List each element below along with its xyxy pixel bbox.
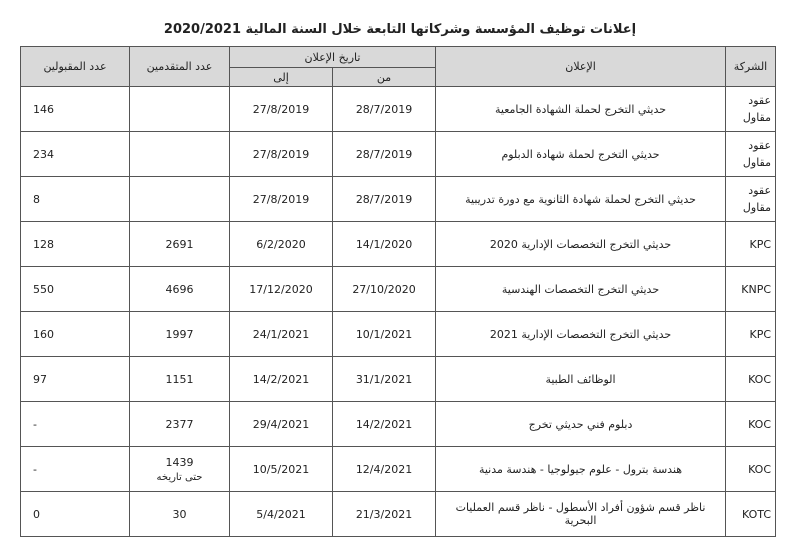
accepted-cell-value: 146 [33, 102, 54, 116]
accepted-cell-value: - [33, 417, 37, 431]
applicants-cell-value: 2377 [165, 417, 194, 431]
ad-cell-value: حديثي التخرج التخصصات الهندسية [501, 282, 660, 296]
to-date-cell [230, 267, 333, 312]
to-date-cell-value: 29/4/2021 [252, 417, 310, 431]
recruitment-table [20, 46, 776, 537]
header-ad: الإعلان [436, 47, 726, 87]
table-row [21, 492, 776, 537]
applicants-cell-value: 1439 [165, 455, 194, 469]
table-row [21, 132, 776, 177]
company-cell-value: KNPC [741, 282, 772, 296]
table-row [21, 222, 776, 267]
applicants-cell-value: 4696 [165, 282, 194, 296]
ad-cell-value: دبلوم فني حديثي تخرج [528, 417, 633, 431]
applicants-cell [130, 87, 230, 132]
company-cell-value: KOC [748, 462, 772, 476]
ad-cell [436, 267, 726, 312]
company-cell-value: KOC [748, 372, 772, 386]
company-cell-value: عقود مقاول [742, 184, 772, 214]
from-date-cell [333, 267, 436, 312]
company-cell-value: KOC [748, 417, 772, 431]
to-date-cell-value: 27/8/2019 [252, 192, 310, 206]
to-date-cell [230, 222, 333, 267]
applicants-cell [130, 447, 230, 492]
to-date-cell [230, 132, 333, 177]
to-date-cell-value: 10/5/2021 [252, 462, 310, 476]
to-date-cell [230, 87, 333, 132]
applicants-cell [130, 222, 230, 267]
table-body [21, 87, 776, 537]
table-row [21, 87, 776, 132]
company-cell-value: عقود مقاول [742, 139, 772, 169]
table-row [21, 312, 776, 357]
ad-cell-value: حديثي التخرج التخصصات الإدارية 2021 [489, 327, 672, 341]
table-row [21, 402, 776, 447]
to-date-cell [230, 492, 333, 537]
from-date-cell [333, 177, 436, 222]
company-cell-value: عقود مقاول [742, 94, 772, 124]
applicants-cell-value: 30 [172, 507, 187, 521]
header-accepted: عدد المقبولين [21, 47, 130, 87]
to-date-cell-value: 24/1/2021 [252, 327, 310, 341]
applicants-cell [130, 132, 230, 177]
accepted-cell-value: 97 [33, 372, 47, 386]
company-cell [726, 447, 776, 492]
from-date-cell [333, 357, 436, 402]
header-date: تاريخ الإعلان [230, 47, 436, 68]
accepted-cell-value: 234 [33, 147, 54, 161]
table-row [21, 357, 776, 402]
table-row [21, 447, 776, 492]
ad-cell [436, 222, 726, 267]
accepted-cell-value: 8 [33, 192, 40, 206]
from-date-cell-value: 28/7/2019 [355, 102, 413, 116]
from-date-cell-value: 14/2/2021 [355, 417, 413, 431]
applicants-cell-value: 2691 [165, 237, 194, 251]
from-date-cell [333, 402, 436, 447]
company-cell [726, 402, 776, 447]
applicants-cell [130, 177, 230, 222]
applicants-cell [130, 357, 230, 402]
ad-cell-value: هندسة بترول - علوم جيولوجيا - هندسة مدنية [478, 462, 683, 476]
from-date-cell-value: 14/1/2020 [355, 237, 413, 251]
accepted-cell [21, 87, 130, 132]
from-date-cell [333, 222, 436, 267]
accepted-cell-value: 160 [33, 327, 54, 341]
from-date-cell-value: 27/10/2020 [352, 282, 416, 296]
company-cell [726, 357, 776, 402]
from-date-cell-value: 28/7/2019 [355, 147, 413, 161]
ad-cell-value: ناظر قسم شؤون أفراد الأسطول - ناظر قسم العمليات البحرية [455, 501, 706, 527]
accepted-cell [21, 402, 130, 447]
accepted-cell [21, 222, 130, 267]
accepted-cell [21, 132, 130, 177]
table-row [21, 267, 776, 312]
header-from: من [333, 68, 436, 87]
company-cell-value: KPC [749, 237, 772, 251]
to-date-cell [230, 357, 333, 402]
accepted-cell [21, 177, 130, 222]
to-date-cell [230, 312, 333, 357]
header-applicants: عدد المتقدمين [130, 47, 230, 87]
to-date-cell [230, 447, 333, 492]
from-date-cell [333, 492, 436, 537]
to-date-cell-value: 14/2/2021 [252, 372, 310, 386]
company-cell-value: KOTC [741, 507, 772, 521]
applicants-note: حتى تاريخه [156, 471, 203, 483]
accepted-cell-value: 550 [33, 282, 54, 296]
table-row [21, 177, 776, 222]
ad-cell-value: حديثي التخرج لحملة شهادة الدبلوم [501, 147, 660, 161]
to-date-cell [230, 402, 333, 447]
header-company: الشركة [726, 47, 776, 87]
from-date-cell-value: 10/1/2021 [355, 327, 413, 341]
ad-cell [436, 492, 726, 537]
ad-cell [436, 402, 726, 447]
from-date-cell [333, 312, 436, 357]
ad-cell-value: حديثي التخرج لحملة الشهادة الجامعية [494, 102, 667, 116]
ad-cell-value: حديثي التخرج لحملة شهادة الثانوية مع دورة تدريبية [465, 192, 696, 206]
to-date-cell-value: 6/2/2020 [256, 237, 306, 251]
ad-cell [436, 132, 726, 177]
accepted-cell [21, 492, 130, 537]
accepted-cell-value: - [33, 462, 37, 476]
accepted-cell [21, 267, 130, 312]
ad-cell [436, 177, 726, 222]
applicants-cell-value: 1997 [165, 327, 194, 341]
accepted-cell-value: 0 [33, 507, 40, 521]
from-date-cell-value: 28/7/2019 [355, 192, 413, 206]
accepted-cell [21, 357, 130, 402]
ad-cell [436, 447, 726, 492]
company-cell [726, 177, 776, 222]
to-date-cell-value: 17/12/2020 [249, 282, 313, 296]
from-date-cell [333, 132, 436, 177]
company-cell-value: KPC [749, 327, 772, 341]
accepted-cell [21, 312, 130, 357]
applicants-cell [130, 267, 230, 312]
from-date-cell-value: 21/3/2021 [355, 507, 413, 521]
company-cell [726, 132, 776, 177]
from-date-cell-value: 31/1/2021 [355, 372, 413, 386]
page-title: إعلانات توظيف المؤسسة وشركاتها التابعة خلال السنة المالية 2020/2021 [163, 22, 637, 37]
company-cell [726, 312, 776, 357]
applicants-cell [130, 312, 230, 357]
ad-cell [436, 357, 726, 402]
applicants-cell [130, 402, 230, 447]
ad-cell [436, 87, 726, 132]
from-date-cell-value: 12/4/2021 [355, 462, 413, 476]
from-date-cell [333, 87, 436, 132]
from-date-cell [333, 447, 436, 492]
ad-cell-value: حديثي التخرج التخصصات الإدارية 2020 [489, 237, 672, 251]
ad-cell-value: الوظائف الطبية [545, 372, 616, 386]
applicants-cell [130, 492, 230, 537]
to-date-cell [230, 177, 333, 222]
accepted-cell [21, 447, 130, 492]
company-cell [726, 222, 776, 267]
to-date-cell-value: 5/4/2021 [256, 507, 306, 521]
company-cell [726, 492, 776, 537]
to-date-cell-value: 27/8/2019 [252, 102, 310, 116]
to-date-cell-value: 27/8/2019 [252, 147, 310, 161]
accepted-cell-value: 128 [33, 237, 54, 251]
applicants-cell-value: 1151 [165, 372, 194, 386]
header-to: إلى [230, 68, 333, 87]
ad-cell [436, 312, 726, 357]
company-cell [726, 87, 776, 132]
company-cell [726, 267, 776, 312]
